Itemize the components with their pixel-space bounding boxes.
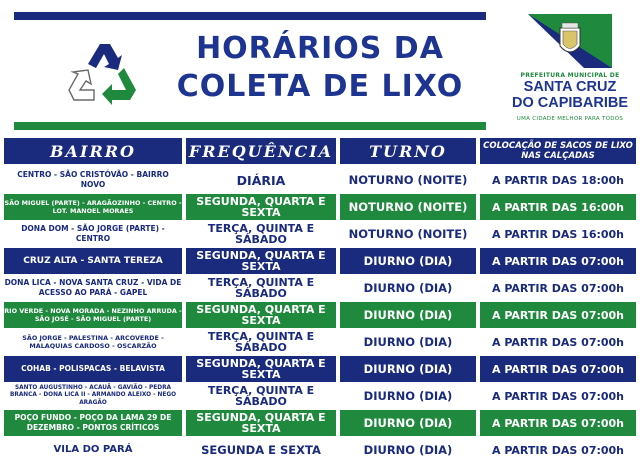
cell-turno: DIURNO (DIA) xyxy=(340,329,476,355)
cell-colocacao: A PARTIR DAS 07:00h xyxy=(480,356,636,382)
table-row xyxy=(4,356,636,382)
page-title xyxy=(165,30,475,106)
cell-colocacao: A PARTIR DAS 16:00h xyxy=(480,194,636,220)
cell-frequencia: TERÇA, QUINTA E SÁBADO xyxy=(186,275,336,301)
cell-turno: DIURNO (DIA) xyxy=(340,248,476,274)
cell-bairro: VILA DO PARÁ xyxy=(4,437,182,463)
logo-city-line-2: DO CAPIBARIBE xyxy=(511,95,628,111)
cell-turno: NOTURNO (NOITE) xyxy=(340,194,476,220)
cell-bairro: COHAB - POLISPACAS - BELAVISTA xyxy=(4,356,182,382)
cell-frequencia: SEGUNDA E SEXTA xyxy=(186,437,336,463)
cell-frequencia: SEGUNDA, QUARTA E SEXTA xyxy=(186,194,336,220)
cell-frequencia: DIÁRIA xyxy=(186,167,336,193)
logo-subtitle: PREFEITURA MUNICIPAL DE xyxy=(520,72,620,79)
cell-bairro: CENTRO - SÃO CRISTÓVÃO - BAIRRO NOVO xyxy=(4,167,182,193)
cell-colocacao: A PARTIR DAS 16:00h xyxy=(480,221,636,247)
cell-turno: DIURNO (DIA) xyxy=(340,275,476,301)
cell-colocacao: A PARTIR DAS 07:00h xyxy=(480,302,636,328)
table-row xyxy=(4,275,636,301)
cell-turno: DIURNO (DIA) xyxy=(340,437,476,463)
cell-turno: NOTURNO (NOITE) xyxy=(340,167,476,193)
table-row xyxy=(4,194,636,220)
table-row xyxy=(4,383,636,409)
cell-colocacao: A PARTIR DAS 18:00h xyxy=(480,167,636,193)
header-colocacao: COLOCAÇÃO DE SACOS DE LIXO NAS CALÇADAS xyxy=(480,138,636,164)
flag-crest-logo xyxy=(524,10,616,72)
cell-bairro: SANTO AUGUSTINHO - ACAUÃ - GAVIÃO - PEDRA BRANCA - DONA LICA II - ARMANDO ALEIXO - NEGO ARAGÃO xyxy=(4,383,182,409)
table-row xyxy=(4,167,636,193)
logo-slogan: UMA CIDADE MELHOR PARA TODOS xyxy=(516,116,624,122)
cell-bairro: RIO VERDE - NOVA MORADA - NEZINHO ARRUDA - SÃO JOSÉ - SÃO MIGUEL (PARTE) xyxy=(4,302,182,328)
table-row xyxy=(4,248,636,274)
header-bairro: BAIRRO xyxy=(4,138,182,164)
cell-frequencia: SEGUNDA, QUARTA E SEXTA xyxy=(186,356,336,382)
header-bottom-stripe xyxy=(14,122,486,130)
table-row xyxy=(4,437,636,463)
logo-city-name xyxy=(500,79,640,111)
cell-colocacao: A PARTIR DAS 07:00h xyxy=(480,410,636,436)
cell-bairro: DONA LICA - NOVA SANTA CRUZ - VIDA DE ACESSO AO PARÁ - GAPEL xyxy=(4,275,182,301)
cell-turno: DIURNO (DIA) xyxy=(340,410,476,436)
cell-turno: NOTURNO (NOITE) xyxy=(340,221,476,247)
cell-bairro: DONA DOM - SÃO JORGE (PARTE) - CENTRO xyxy=(4,221,182,247)
cell-frequencia: SEGUNDA, QUARTA E SEXTA xyxy=(186,302,336,328)
cell-colocacao: A PARTIR DAS 07:00h xyxy=(480,383,636,409)
header-turno: TURNO xyxy=(340,138,476,164)
recycle-icon xyxy=(66,38,138,106)
cell-frequencia: SEGUNDA, QUARTA E SEXTA xyxy=(186,248,336,274)
cell-turno: DIURNO (DIA) xyxy=(340,383,476,409)
title-line-2: COLETA DE LIXO xyxy=(176,69,464,104)
table-row xyxy=(4,302,636,328)
cell-turno: DIURNO (DIA) xyxy=(340,356,476,382)
table-header-row xyxy=(4,138,636,164)
cell-colocacao: A PARTIR DAS 07:00h xyxy=(480,329,636,355)
cell-frequencia: SEGUNDA, QUARTA E SEXTA xyxy=(186,410,336,436)
cell-colocacao: A PARTIR DAS 07:00h xyxy=(480,248,636,274)
cell-turno: DIURNO (DIA) xyxy=(340,302,476,328)
cell-bairro: SÃO JORGE - PALESTINA - ARCOVERDE - MALAQUIAS CARDOSO - OSCARZÃO xyxy=(4,329,182,355)
title-line-1: HORÁRIOS DA xyxy=(196,31,444,66)
cell-bairro: CRUZ ALTA - SANTA TEREZA xyxy=(4,248,182,274)
table-row xyxy=(4,410,636,436)
schedule-table xyxy=(4,138,636,464)
header-top-stripe xyxy=(14,12,486,20)
table-row xyxy=(4,221,636,247)
cell-colocacao: A PARTIR DAS 07:00h xyxy=(480,437,636,463)
cell-bairro: SÃO MIGUEL (PARTE) - ARAGÃOZINHO - CENTRO - LOT. MANOEL MORAES xyxy=(4,194,182,220)
header-frequencia: FREQUÊNCIA xyxy=(186,138,336,164)
table-row xyxy=(4,329,636,355)
cell-frequencia: TERÇA, QUINTA E SÁBADO xyxy=(186,221,336,247)
cell-frequencia: TERÇA, QUINTA E SÁBADO xyxy=(186,329,336,355)
logo-city-line-1: SANTA CRUZ xyxy=(523,79,617,95)
cell-colocacao: A PARTIR DAS 07:00h xyxy=(480,275,636,301)
cell-bairro: POÇO FUNDO - POÇO DA LAMA 29 DE DEZEMBRO - PONTOS CRÍTICOS xyxy=(4,410,182,436)
cell-frequencia: TERÇA, QUINTA E SÁBADO xyxy=(186,383,336,409)
